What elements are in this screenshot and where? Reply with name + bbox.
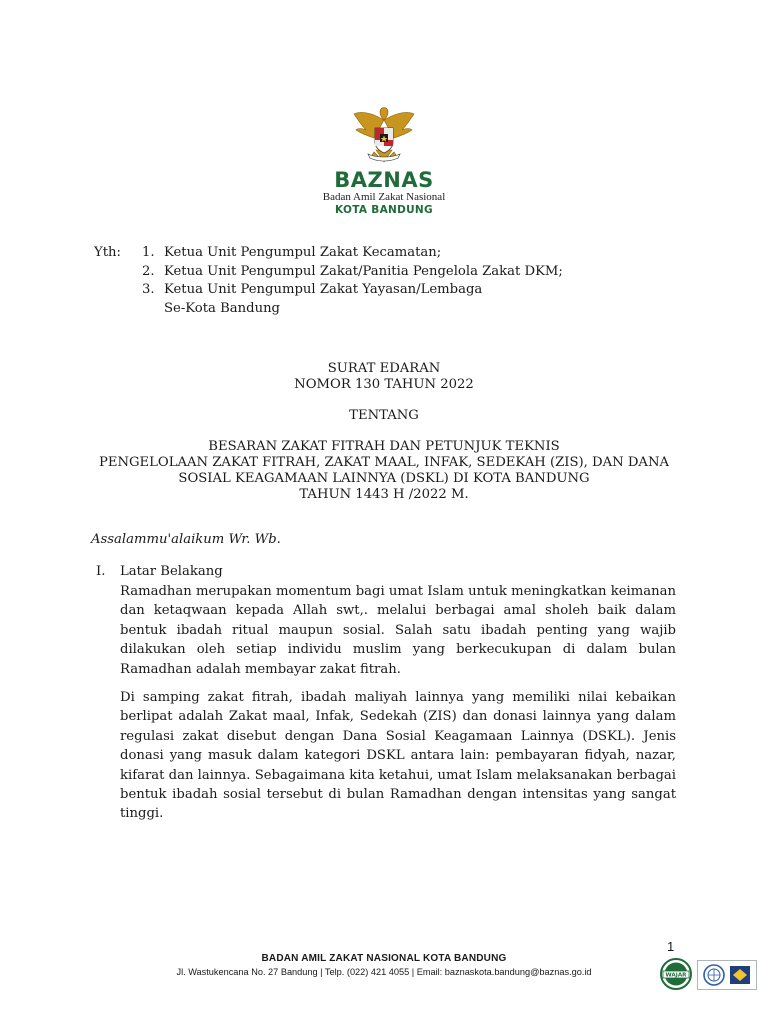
list-item: [142, 244, 662, 263]
addressee-region: Se-Kota Bandung: [164, 300, 281, 316]
footer-address: Jl. Wastukencana No. 27 Bandung | Telp. (022) 421 4055 | Email: baznaskota.bandung@baznas.go.id: [176, 967, 592, 977]
list-text: Ketua Unit Pengumpul Zakat/Panitia Pengelola Zakat DKM;: [164, 263, 563, 279]
body-paragraph: Ramadhan merupakan momentum bagi umat Islam untuk meningkatkan keimanan dan ketaqwaan kepada Allah swt,. melalui berbagai amal sholeh baik dalam bentuk ibadah ritual maupun sosial. Salah satu ibadah penting yang wajib dilakukan oleh setiap individu muslim yang berkecukupan di dalam bulan Ramadhan adalah membayar zakat fitrah.: [120, 584, 676, 677]
greeting: Assalammu'alaikum Wr. Wb.: [91, 532, 281, 547]
addressee-list: [142, 244, 662, 300]
doc-number: NOMOR 130 TAHUN 2022: [294, 377, 474, 392]
garuda-emblem-icon: [350, 100, 418, 168]
addressee-label: Yth:: [94, 245, 121, 260]
org-city: KOTA BANDUNG: [335, 204, 433, 216]
doc-about: TENTANG: [349, 408, 419, 423]
doc-subject-line: BESARAN ZAKAT FITRAH DAN PETUNJUK TEKNIS: [208, 439, 560, 454]
list-text: Ketua Unit Pengumpul Zakat Yayasan/Lembaga: [164, 282, 483, 297]
page-number: 1: [667, 939, 675, 954]
doc-subject-line: PENGELOLAAN ZAKAT FITRAH, ZAKAT MAAL, INFAK, SEDEKAH (ZIS), DAN DANA: [98, 455, 670, 470]
list-item: [142, 281, 662, 300]
section-number: I.: [96, 564, 106, 579]
body-paragraph: Di samping zakat fitrah, ibadah maliyah lainnya yang memiliki nilai kebaikan berlipat adalah Zakat maal, Infak, Sedekah (ZIS) dan donasi lainnya yang dalam regulasi zakat disebut dengan Dana Sosial Keagamaan Lainnya (DSKL). Jenis donasi yang masuk dalam kategori DSKL antara lain: pembayaran fidyah, nazar, kifarat dan lainnya. Sebagaimana kita ketahui, umat Islam melaksanakan berbagai bentuk ibadah sosial tersebut di bulan Ramadhan dengan intensitas yang sangat tinggi.: [120, 690, 676, 822]
list-number: 2.: [142, 263, 155, 279]
footer-org: BADAN AMIL ZAKAT NASIONAL KOTA BANDUNG: [261, 953, 507, 964]
org-full-name: Badan Amil Zakat Nasional: [322, 191, 446, 203]
doc-subject-line: TAHUN 1443 H /2022 M.: [299, 487, 469, 502]
certification-logo-icon: [697, 960, 757, 990]
org-name: BAZNAS: [334, 168, 434, 192]
badge-label: WAJAR: [665, 972, 687, 979]
list-item: [142, 263, 662, 282]
list-number: 3.: [142, 282, 155, 297]
list-text: Ketua Unit Pengumpul Zakat Kecamatan;: [164, 245, 442, 260]
doc-type: SURAT EDARAN: [327, 361, 441, 376]
doc-subject-line: SOSIAL KEAGAMAAN LAINNYA (DSKL) DI KOTA BANDUNG: [178, 471, 590, 486]
wajar-badge-icon: [660, 958, 692, 990]
section-title: Latar Belakang: [120, 564, 223, 579]
list-number: 1.: [142, 245, 155, 260]
